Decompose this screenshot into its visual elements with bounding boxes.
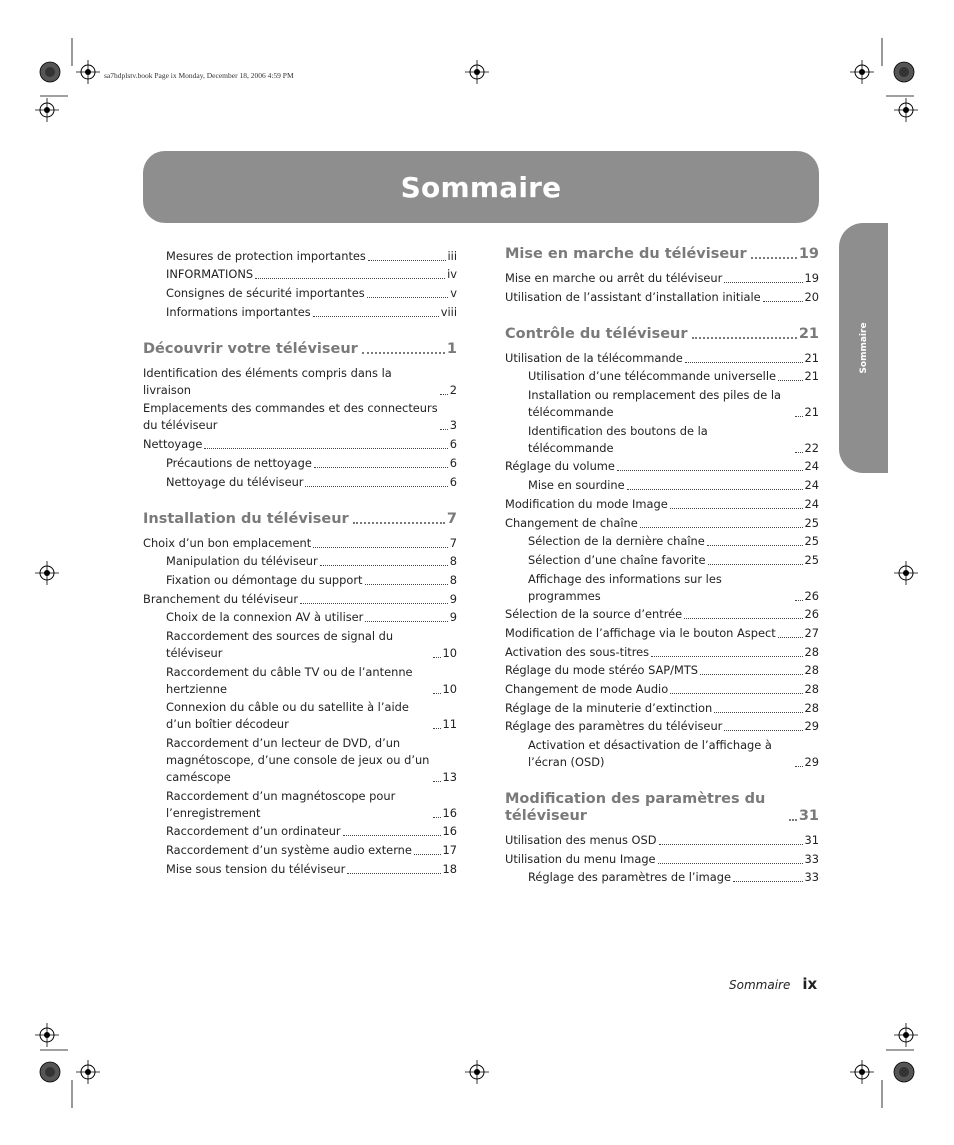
- toc-page-number: 28: [804, 663, 819, 678]
- toc-page-number: 6: [449, 437, 457, 452]
- registration-cross-icon: [465, 60, 489, 84]
- toc-entry-text: Réglage du volume: [505, 459, 615, 474]
- toc-entry-text: Modification du mode Image: [505, 496, 668, 511]
- toc-page-number: viii: [440, 304, 457, 319]
- toc-entry-text: Mesures de protection importantes: [166, 248, 366, 263]
- registration-cross-icon: [465, 1060, 489, 1084]
- toc-entry-text: Réglage de la minuterie d’extinction: [505, 700, 713, 715]
- toc-entry-text: Raccordement d’un ordinateur: [166, 824, 341, 839]
- toc-entry-text: Utilisation de l’assistant d’installation initiale: [505, 289, 761, 304]
- registration-cross-icon: [894, 561, 918, 585]
- toc-page-number: 11: [442, 717, 457, 732]
- toc-entry-text: Identification des éléments compris dans la livraison: [143, 365, 392, 397]
- toc-entry-text: Connexion du câble ou du satellite à l’aide d’un boîtier décodeur: [166, 700, 409, 732]
- toc-entry-text: Raccordement du câble TV ou de l’antenne hertzienne: [166, 664, 413, 696]
- toc-page-number: 26: [804, 607, 819, 622]
- toc-entry-text: Modification de l’affichage via le bouton Aspect: [505, 625, 776, 640]
- toc-entry-text: Utilisation du menu Image: [505, 851, 656, 866]
- toc-entry-text: Réglage des paramètres de l’image: [528, 870, 732, 885]
- toc-page-number: 21: [798, 325, 819, 342]
- toc-entry-text: Raccordement d’un magnétoscope pour l’enregistrement: [166, 788, 396, 820]
- toc-page-number: 33: [804, 870, 819, 885]
- toc-page-number: 18: [442, 861, 457, 876]
- registration-star-icon: [40, 1062, 60, 1082]
- toc-entry-text: Affichage des informations sur les programmes: [528, 571, 722, 603]
- toc-page-number: 9: [449, 591, 457, 606]
- toc-entry-text: Sélection d’une chaîne favorite: [528, 552, 706, 567]
- toc-page-number: 2: [449, 382, 457, 397]
- toc-entry-text: Réglage du mode stéréo SAP/MTS: [505, 663, 699, 678]
- toc-entry-text: Utilisation des menus OSD: [505, 833, 657, 848]
- toc-page-number: 25: [804, 552, 819, 567]
- toc-page-number: 29: [804, 719, 819, 734]
- toc-entry-text: Mise sous tension du téléviseur: [166, 861, 346, 876]
- toc-entry-text: Raccordement d’un système audio externe: [166, 843, 412, 858]
- toc-page-number: 27: [804, 625, 819, 640]
- toc-page-number: 13: [442, 770, 457, 784]
- toc-entry-text: Emplacements des commandes et des connecteurs du téléviseur: [143, 401, 438, 433]
- toc-page-number: 16: [442, 824, 457, 839]
- toc-page-number: 19: [804, 271, 819, 285]
- registration-star-icon: [40, 62, 60, 82]
- toc-entry-text: Mise en sourdine: [528, 478, 625, 493]
- toc-entry-text: Changement de chaîne: [505, 515, 638, 530]
- toc-page-number: 8: [449, 572, 457, 587]
- toc-entry-text: INFORMATIONS: [166, 267, 254, 282]
- toc-entry-text: Modification des paramètres du téléviseur: [505, 791, 766, 825]
- toc-entry-text: Activation des sous-titres: [505, 644, 650, 659]
- toc-page-number: 7: [446, 510, 457, 527]
- toc-page-number: 20: [804, 289, 819, 304]
- toc-entry-text: Utilisation d’une télécommande universelle: [528, 369, 777, 384]
- registration-cross-icon: [35, 98, 59, 122]
- toc-entry-text: Manipulation du téléviseur: [166, 554, 318, 569]
- toc-page-number: 29: [804, 755, 819, 770]
- toc-entry-text: Consignes de sécurité importantes: [166, 286, 365, 301]
- registration-cross-icon: [76, 60, 100, 84]
- toc-entry-text: Mise en marche ou arrêt du téléviseur: [505, 271, 723, 285]
- toc-entry-text: Activation et désactivation de l’affichage à l’écran (OSD): [528, 738, 772, 770]
- toc-entry-text: Nettoyage: [143, 437, 203, 452]
- registration-cross-icon: [76, 1060, 100, 1084]
- toc-page-number: 8: [449, 554, 457, 569]
- toc-page-number: 24: [804, 459, 819, 474]
- registration-cross-icon: [894, 1023, 918, 1047]
- toc-entry-text: Contrôle du téléviseur: [505, 325, 688, 342]
- toc-entry-text: Branchement du téléviseur: [143, 591, 299, 606]
- page-title: Sommaire: [400, 170, 562, 204]
- toc-entry-text: Mise en marche du téléviseur: [505, 246, 747, 262]
- toc-entry-text: Choix d’un bon emplacement: [143, 535, 312, 550]
- toc-page-number: 25: [804, 534, 819, 549]
- toc-page-number: 10: [442, 681, 457, 696]
- toc-entry-text: Installation ou remplacement des piles de la télécommande: [528, 388, 782, 420]
- toc-page-number: 33: [804, 851, 819, 866]
- toc-entry-text: Identification des boutons de la télécommande: [528, 423, 708, 455]
- registration-cross-icon: [894, 98, 918, 122]
- toc-entry-text: Utilisation de la télécommande: [505, 350, 683, 365]
- registration-cross-icon: [850, 1060, 874, 1084]
- toc-entry-text: Nettoyage du téléviseur: [166, 474, 304, 489]
- toc-entry-text: Changement de mode Audio: [505, 682, 669, 696]
- toc-page-number: 28: [804, 682, 819, 696]
- registration-cross-icon: [850, 60, 874, 84]
- toc-page-number: 28: [804, 644, 819, 659]
- toc-entry-text: Choix de la connexion AV à utiliser: [166, 610, 364, 625]
- registration-star-icon: [894, 1062, 914, 1082]
- toc-page-number: 21: [804, 350, 819, 365]
- side-tab-label: Sommaire: [858, 322, 869, 374]
- toc-page-number: 1: [446, 340, 457, 357]
- toc-entry-text: Fixation ou démontage du support: [166, 572, 363, 587]
- toc-page-number: 16: [442, 805, 457, 820]
- toc-page-number: 26: [804, 588, 819, 603]
- toc-entry-text: Réglage des paramètres du téléviseur: [505, 719, 723, 734]
- registration-star-icon: [894, 62, 914, 82]
- toc-page-number: 17: [442, 843, 457, 858]
- toc-page-number: 25: [804, 515, 819, 530]
- toc-page-number: iii: [447, 248, 457, 263]
- toc-page-number: 24: [804, 496, 819, 511]
- toc-page-number: 21: [804, 405, 819, 420]
- toc-entry-text: Sélection de la source d’entrée: [505, 607, 683, 622]
- registration-cross-icon: [35, 1023, 59, 1047]
- toc-page-number: 7: [449, 535, 457, 550]
- toc-entry-text: Sélection de la dernière chaîne: [528, 534, 705, 549]
- toc-page-number: 31: [804, 833, 819, 848]
- toc-page-number: 3: [449, 418, 457, 433]
- toc-entry-text: Précautions de nettoyage: [166, 455, 312, 470]
- book-slug: sa7hdplstv.book Page ix Monday, December 18, 2006 4:59 PM: [104, 71, 294, 80]
- toc-page-number: 6: [449, 474, 457, 489]
- toc-page-number: v: [450, 286, 457, 301]
- toc-page-number: 28: [804, 700, 819, 715]
- toc-entry-text: Raccordement d’un lecteur de DVD, d’un magnétoscope, d’une console de jeux ou d’un caméscope: [166, 736, 430, 784]
- toc-page-number: 9: [449, 610, 457, 625]
- toc-entry-text: Découvrir votre téléviseur: [143, 340, 358, 357]
- toc-page-number: 31: [798, 808, 819, 825]
- toc-entry-text: Installation du téléviseur: [143, 510, 349, 527]
- toc-page-number: iv: [447, 267, 457, 282]
- toc-page-number: 21: [804, 369, 819, 384]
- toc-page-number: 19: [798, 246, 819, 262]
- toc-entry-text: Informations importantes: [166, 304, 311, 319]
- footer-page-number: ix: [802, 975, 818, 993]
- footer-label: Sommaire: [729, 978, 791, 992]
- toc-page-number: 24: [804, 478, 819, 493]
- toc-page-number: 6: [449, 455, 457, 470]
- toc-page-number: 22: [804, 440, 819, 455]
- registration-cross-icon: [35, 561, 59, 585]
- toc-entry-text: Raccordement des sources de signal du téléviseur: [166, 628, 394, 660]
- toc-page-number: 10: [442, 645, 457, 660]
